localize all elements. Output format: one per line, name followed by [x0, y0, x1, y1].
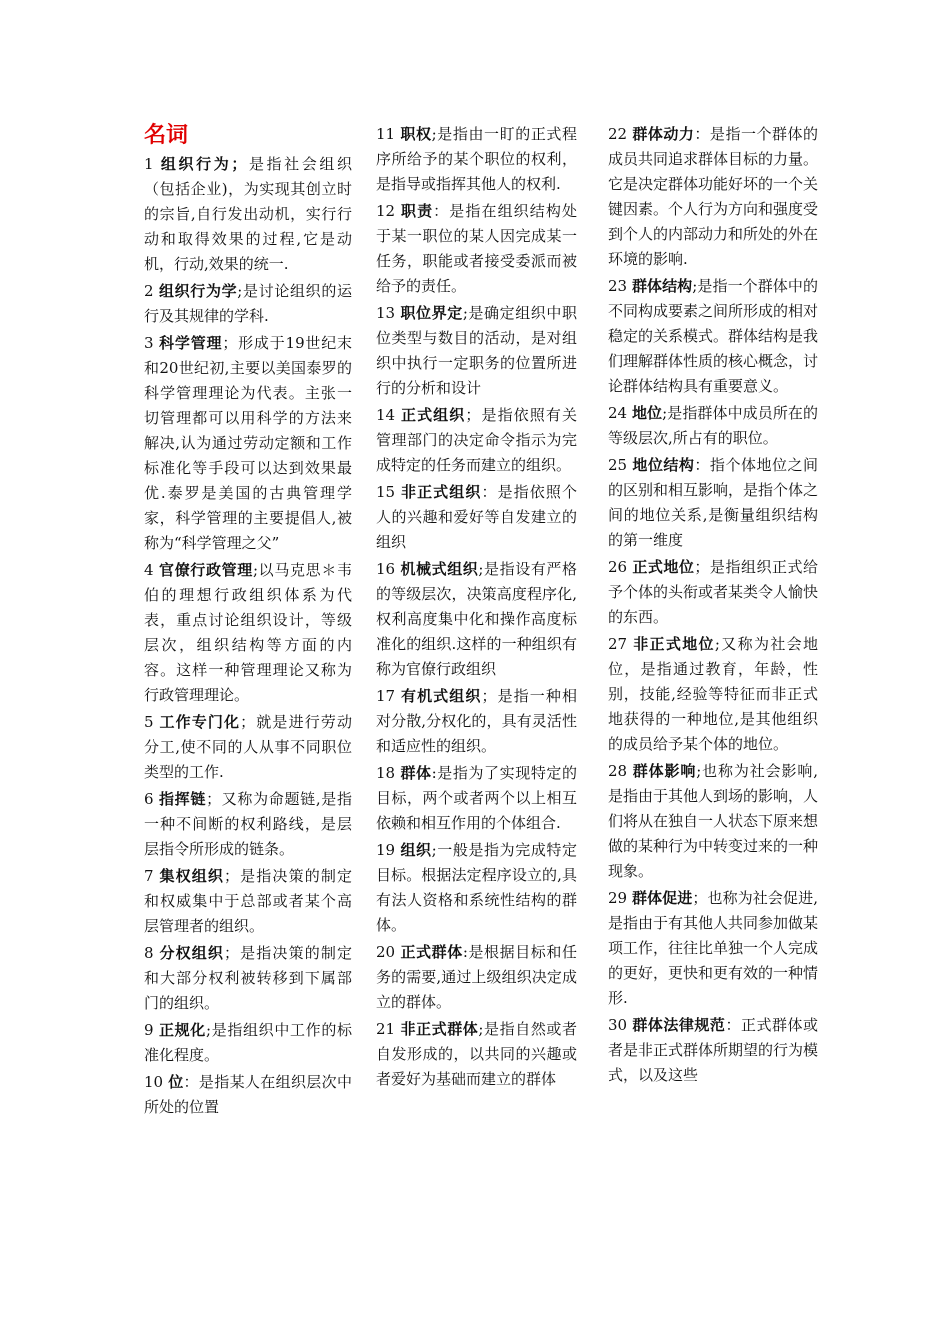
- glossary-entry: [376, 403, 577, 478]
- glossary-entry: [376, 480, 577, 555]
- glossary-entry: [376, 940, 577, 1015]
- entry-number: 19: [376, 841, 401, 859]
- entry-number: 27: [608, 635, 634, 653]
- entry-number: 3: [144, 334, 160, 352]
- glossary-entry: [376, 301, 577, 401]
- entry-number: 14: [376, 406, 401, 424]
- glossary-entry: [144, 558, 352, 708]
- entry-definition: ；就是进行劳动分工,使不同的人从事不同职位类型的工作.: [144, 713, 352, 781]
- glossary-entry: [608, 555, 818, 630]
- glossary-entry: [608, 632, 818, 757]
- entry-number: 28: [608, 762, 633, 780]
- entry-term: 集权组织: [159, 867, 225, 885]
- entry-number: 1: [144, 155, 161, 173]
- glossary-entry: [608, 1013, 818, 1088]
- glossary-entry: [376, 557, 577, 682]
- glossary-entry: [608, 759, 818, 884]
- entry-term: 有机式组织: [400, 687, 482, 705]
- entry-definition: ：是指依照个人的兴趣和爱好等自发建立的组织: [376, 483, 577, 551]
- glossary-entry: [376, 1017, 577, 1092]
- glossary-entry: [144, 1070, 352, 1120]
- glossary-entry: [376, 684, 577, 759]
- entry-definition: ;是指由一盯的正式程序所给予的某个职位的权利，是指导或指挥其他人的权利.: [376, 125, 577, 193]
- entry-term: 官僚行政管理: [158, 561, 253, 579]
- entry-definition: ;是指组织中工作的标准化程度。: [144, 1021, 352, 1064]
- entry-number: 22: [608, 125, 633, 143]
- glossary-entry: [608, 453, 818, 553]
- entry-number: 11: [376, 125, 401, 143]
- glossary-entry: [144, 152, 352, 277]
- entry-number: 16: [376, 560, 401, 578]
- entry-number: 5: [144, 713, 160, 731]
- entry-definition: ：是指在组织结构处于某一职位的某人因完成某一任务，职能或者接受委派而被给予的责任。: [376, 202, 577, 295]
- glossary-entry: [376, 838, 577, 938]
- entry-number: 9: [144, 1021, 159, 1039]
- glossary-entry: [144, 710, 352, 785]
- entry-term: 位: [168, 1073, 184, 1091]
- entry-definition: ;是指群体中成员所在的等级层次,所占有的职位。: [608, 404, 818, 447]
- entry-term: 机械式组织: [400, 560, 479, 578]
- entry-definition: ；是指一种相对分散,分权化的，具有灵活性和适应性的组织。: [376, 687, 577, 755]
- entry-term: 地位结构: [632, 456, 695, 474]
- glossary-entry: [376, 122, 577, 197]
- entry-number: 21: [376, 1020, 401, 1038]
- entry-term: 群体结构: [631, 277, 693, 295]
- entry-term: 指挥链: [159, 790, 207, 808]
- entry-term: 正规化: [158, 1021, 206, 1039]
- entry-term: 科学管理: [159, 334, 223, 352]
- entry-number: 15: [376, 483, 401, 501]
- entry-term: 非正式群体: [400, 1020, 479, 1038]
- entry-term: 正式地位: [632, 558, 695, 576]
- entry-term: 非正式地位: [633, 635, 715, 653]
- entry-term: 地位: [631, 404, 663, 422]
- entry-number: 8: [144, 944, 160, 962]
- entry-number: 24: [608, 404, 632, 422]
- glossary-entry: [608, 122, 818, 272]
- entry-definition: ；是指组织正式给予个体的头衔或者某类令人愉快的东西。: [608, 558, 819, 626]
- glossary-entry: [608, 401, 818, 451]
- glossary-entry: [144, 331, 352, 556]
- entry-definition: ：正式群体或者是非正式群体所期望的行为模式，以及这些: [608, 1016, 819, 1084]
- entry-term: 职位界定: [400, 304, 463, 322]
- entry-term: 群体: [400, 764, 432, 782]
- entry-term: 群体促进: [631, 889, 693, 907]
- entry-definition: ；是指决策的制定和权威集中于总部或者某个高层管理者的组织。: [144, 867, 352, 935]
- glossary-entry: [376, 761, 577, 836]
- entry-definition: ;也称为社会影响,是指由于其他人到场的影响，人们将从在独自一人状态下原来想做的某种行为中转变过来的一种现象。: [608, 762, 819, 880]
- entry-definition: ;以马克思＊韦伯的理想行政组织体系为代表，重点讨论组织设计，等级层次，组织结构等方面的内容。这样一种管理理论又称为行政管理理论。: [144, 561, 352, 704]
- entry-definition: ；也称为社会促进,是指由于有其他人共同参加做某项工作，往往比单独一个人完成的更好，更快和更有效的一种情形.: [608, 889, 819, 1007]
- entry-number: 23: [608, 277, 632, 295]
- section-heading: 名词: [144, 123, 189, 148]
- entry-definition: ;是指设有严格的等级层次，决策高度程序化,权利高度集中化和操作高度标准化的组织.这样的一种组织有称为官僚行政组织: [376, 560, 577, 678]
- entry-term: 组织行为；: [160, 155, 247, 173]
- entry-term: 职责: [400, 202, 434, 220]
- entry-number: 10: [144, 1073, 169, 1091]
- entry-number: 20: [376, 943, 401, 961]
- entry-definition: ;是指自然或者自发形成的，以共同的兴趣或者爱好为基础而建立的群体: [376, 1020, 577, 1088]
- glossary-entry: [608, 886, 818, 1011]
- entry-definition: ;是讨论组织的运行及其规律的学科.: [144, 282, 352, 325]
- entry-number: 4: [144, 561, 159, 579]
- glossary-entry: [144, 787, 352, 862]
- entry-term: 群体动力: [632, 125, 695, 143]
- entry-definition: ;是确定组织中职位类型与数目的活动，是对组织中执行一定职务的位置所进行的分析和设计: [376, 304, 577, 397]
- entry-number: 6: [144, 790, 159, 808]
- entry-number: 13: [376, 304, 401, 322]
- entry-number: 12: [376, 202, 401, 220]
- entry-term: 工作专门化: [159, 713, 241, 731]
- entry-term: 群体法律规范: [632, 1016, 726, 1034]
- entry-definition: ;是指一个群体中的不同构成要素之间所形成的相对稳定的关系模式。群体结构是我们理解群体性质的核心概念，讨论群体结构具有重要意义。: [608, 277, 819, 395]
- entry-definition: ；又称为命题链,是指一种不间断的权利路线，是层层指令所形成的链条。: [144, 790, 352, 858]
- entry-number: 7: [144, 867, 160, 885]
- entry-definition: ；是指决策的制定和大部分权利被转移到下属部门的组织。: [144, 944, 352, 1012]
- column-1: [144, 122, 352, 1122]
- entry-definition: ；是指依照有关管理部门的决定命令指示为完成特定的任务而建立的组织。: [376, 406, 577, 474]
- entry-definition: ：指个体地位之间的区别和相互影响，是指个体之间的地位关系,是衡量组织结构的第一维度: [608, 456, 819, 549]
- entry-definition: 是指社会组织（包括企业)，为实现其创立时的宗旨,自行发出动机，实行行动和取得效果的过程,它是动机，行动,效果的统一.: [144, 155, 352, 273]
- entry-term: 职权: [400, 125, 432, 143]
- entry-definition: :是指为了实现特定的目标，两个或者两个以上相互依赖和相互作用的个体组合.: [376, 764, 577, 832]
- entry-definition: ;又称为社会地位，是指通过教育，年龄，性别，技能,经验等特征而非正式地获得的一种地位,是其他组织的成员给予某个体的地位。: [608, 635, 818, 753]
- entry-number: 18: [376, 764, 401, 782]
- entry-number: 29: [608, 889, 632, 907]
- entry-definition: ：是指一个群体的成员共同追求群体目标的力量。它是决定群体功能好坏的一个关键因素。个人行为方向和强度受到个人的内部动力和所处的外在环境的影响.: [608, 125, 819, 268]
- glossary-entry: [608, 274, 818, 399]
- entry-term: 非正式组织: [400, 483, 482, 501]
- entry-term: 组织: [400, 841, 432, 859]
- entry-term: 分权组织: [159, 944, 225, 962]
- column-2: [376, 122, 577, 1094]
- glossary-entry: [144, 941, 352, 1016]
- entry-definition: ：是指某人在组织层次中所处的位置: [144, 1073, 352, 1116]
- entry-term: 正式群体: [400, 943, 463, 961]
- entry-number: 26: [608, 558, 633, 576]
- entry-number: 2: [144, 282, 159, 300]
- entry-definition: :是根据目标和任务的需要,通过上级组织决定成立的群体。: [376, 943, 577, 1011]
- glossary-entry: [376, 199, 577, 299]
- entry-term: 组织行为学: [158, 282, 238, 300]
- entry-number: 30: [608, 1016, 633, 1034]
- column-3: [608, 122, 818, 1090]
- glossary-entry: [144, 279, 352, 329]
- entry-term: 正式组织: [400, 406, 466, 424]
- entry-number: 25: [608, 456, 633, 474]
- entry-definition: ；形成于19世纪末和20世纪初,主要以美国泰罗的科学管理理论为代表。主张一切管理都可以用科学的方法来解决,认为通过劳动定额和工作标准化等手段可以达到效果最优.泰罗是美国的古典管理学家，科学管理的主要提倡人,被称为“科学管理之父”: [144, 334, 353, 552]
- entry-number: 17: [376, 687, 401, 705]
- glossary-entry: [144, 1018, 352, 1068]
- entry-definition: ;一般是指为完成特定目标。根据法定程序设立的,具有法人资格和系统性结构的群体。: [376, 841, 577, 934]
- glossary-entry: [144, 864, 352, 939]
- entry-term: 群体影响: [632, 762, 697, 780]
